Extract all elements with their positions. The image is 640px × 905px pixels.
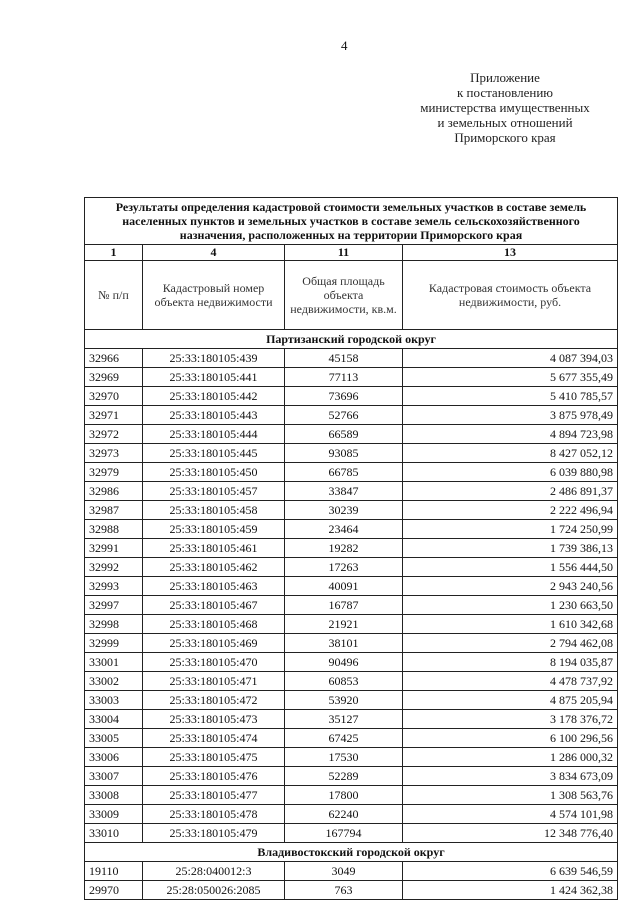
table-row [85,349,618,368]
column-header: Общая площадь объекта недвижимости, кв.м. [285,261,403,330]
area-value: 3049 [285,862,403,881]
cadastral-number: 25:28:050026:2085 [143,881,285,900]
row-number: 33006 [85,748,143,767]
cadastral-value: 8 427 052,12 [403,444,618,463]
table-row [85,482,618,501]
cadastral-value: 6 100 296,56 [403,729,618,748]
row-number: 33005 [85,729,143,748]
table-row [85,691,618,710]
cadastral-value: 1 286 000,32 [403,748,618,767]
column-number: 1 [85,245,143,261]
row-number: 33003 [85,691,143,710]
area-value: 21921 [285,615,403,634]
table-row [85,501,618,520]
table-row [85,444,618,463]
cadastral-number: 25:33:180105:477 [143,786,285,805]
row-number: 32998 [85,615,143,634]
cadastral-number: 25:33:180105:473 [143,710,285,729]
column-number: 11 [285,245,403,261]
row-number: 32972 [85,425,143,444]
area-value: 90496 [285,653,403,672]
table-row [85,729,618,748]
table-row [85,387,618,406]
section-title: Владивостокский городской округ [85,843,618,862]
cadastral-number: 25:33:180105:472 [143,691,285,710]
table-row [85,615,618,634]
section-title: Партизанский городской округ [85,330,618,349]
table-row [85,558,618,577]
row-number: 33009 [85,805,143,824]
table-row [85,520,618,539]
area-value: 62240 [285,805,403,824]
row-number: 32973 [85,444,143,463]
column-header: № п/п [85,261,143,330]
row-number: 29970 [85,881,143,900]
cadastral-number: 25:33:180105:462 [143,558,285,577]
table-row [85,710,618,729]
area-value: 35127 [285,710,403,729]
cadastral-value: 1 424 362,38 [403,881,618,900]
cadastral-value: 2 486 891,37 [403,482,618,501]
cadastral-value: 3 178 376,72 [403,710,618,729]
cadastral-value: 4 087 394,03 [403,349,618,368]
table-row [85,596,618,615]
row-number: 33007 [85,767,143,786]
appendix-line: к постановлению [456,85,554,100]
area-value: 45158 [285,349,403,368]
table-row [85,805,618,824]
area-value: 30239 [285,501,403,520]
cadastral-value: 8 194 035,87 [403,653,618,672]
table-row [85,634,618,653]
row-number: 32992 [85,558,143,577]
cadastral-value: 12 348 776,40 [403,824,618,843]
cadastral-value: 2 943 240,56 [403,577,618,596]
row-number: 32993 [85,577,143,596]
column-number: 13 [403,245,618,261]
cadastral-number: 25:33:180105:441 [143,368,285,387]
table-row [85,862,618,881]
cadastral-number: 25:33:180105:461 [143,539,285,558]
cadastral-number: 25:33:180105:463 [143,577,285,596]
cadastral-value: 4 875 205,94 [403,691,618,710]
cadastral-number: 25:33:180105:458 [143,501,285,520]
cadastral-value: 2 222 496,94 [403,501,618,520]
section-row [85,843,618,862]
section-row [85,330,618,349]
row-number: 33001 [85,653,143,672]
cadastral-number: 25:33:180105:479 [143,824,285,843]
table-row [85,539,618,558]
area-value: 67425 [285,729,403,748]
area-value: 16787 [285,596,403,615]
row-number: 32999 [85,634,143,653]
cadastral-number: 25:33:180105:475 [143,748,285,767]
area-value: 73696 [285,387,403,406]
table-row [85,824,618,843]
cadastral-number: 25:33:180105:476 [143,767,285,786]
row-number: 33008 [85,786,143,805]
row-number: 32969 [85,368,143,387]
cadastral-value: 1 308 563,76 [403,786,618,805]
row-number: 33002 [85,672,143,691]
table-row [85,425,618,444]
row-number: 33004 [85,710,143,729]
area-value: 60853 [285,672,403,691]
cadastral-value: 4 574 101,98 [403,805,618,824]
cadastral-value: 1 724 250,99 [403,520,618,539]
table-row [85,653,618,672]
row-number: 32971 [85,406,143,425]
row-number: 32986 [85,482,143,501]
area-value: 53920 [285,691,403,710]
cadastral-number: 25:33:180105:467 [143,596,285,615]
table-row [85,463,618,482]
area-value: 167794 [285,824,403,843]
cadastral-value: 1 556 444,50 [403,558,618,577]
cadastral-number: 25:33:180105:478 [143,805,285,824]
cadastral-number: 25:33:180105:444 [143,425,285,444]
cadastral-number: 25:33:180105:474 [143,729,285,748]
appendix-header [380,70,630,145]
cadastral-number: 25:33:180105:443 [143,406,285,425]
area-value: 17530 [285,748,403,767]
appendix-line: Приложение [470,70,540,85]
cadastral-number: 25:33:180105:468 [143,615,285,634]
row-number: 32966 [85,349,143,368]
table-row [85,368,618,387]
cadastral-value: 5 410 785,57 [403,387,618,406]
cadastral-value: 3 834 673,09 [403,767,618,786]
cadastral-number: 25:33:180105:469 [143,634,285,653]
cadastral-number: 25:33:180105:442 [143,387,285,406]
area-value: 763 [285,881,403,900]
column-header: Кадастровая стоимость объекта недвижимости, руб. [403,261,618,330]
row-number: 32970 [85,387,143,406]
area-value: 52766 [285,406,403,425]
cadastral-value: 2 794 462,08 [403,634,618,653]
column-header: Кадастровый номер объекта недвижимости [143,261,285,330]
cadastral-table [84,197,618,900]
page-number: 4 [341,38,348,53]
appendix-line: и земельных отношений [437,115,573,130]
appendix-line: министерства имущественных [420,100,590,115]
cadastral-value: 5 677 355,49 [403,368,618,387]
column-header-row [85,261,618,330]
row-number: 32988 [85,520,143,539]
area-value: 52289 [285,767,403,786]
cadastral-number: 25:33:180105:470 [143,653,285,672]
row-number: 33010 [85,824,143,843]
cadastral-number: 25:33:180105:471 [143,672,285,691]
area-value: 19282 [285,539,403,558]
cadastral-number: 25:33:180105:439 [143,349,285,368]
area-value: 33847 [285,482,403,501]
cadastral-value: 1 739 386,13 [403,539,618,558]
table-row [85,672,618,691]
table-row [85,767,618,786]
cadastral-number: 25:28:040012:3 [143,862,285,881]
area-value: 93085 [285,444,403,463]
cadastral-value: 4 894 723,98 [403,425,618,444]
table-title: Результаты определения кадастровой стоимости земельных участков в составе земель населенных пунктов и земельных участков в составе земель сельскохозяйственного назначения, расположенных на территории Приморского края [85,198,618,245]
cadastral-number: 25:33:180105:445 [143,444,285,463]
area-value: 77113 [285,368,403,387]
area-value: 66589 [285,425,403,444]
column-number-row [85,245,618,261]
cadastral-value: 6 039 880,98 [403,463,618,482]
cadastral-value: 4 478 737,92 [403,672,618,691]
row-number: 19110 [85,862,143,881]
appendix-line: Приморского края [454,130,556,145]
cadastral-value: 1 230 663,50 [403,596,618,615]
cadastral-number: 25:33:180105:457 [143,482,285,501]
cadastral-value: 6 639 546,59 [403,862,618,881]
table-row [85,748,618,767]
area-value: 23464 [285,520,403,539]
row-number: 32987 [85,501,143,520]
area-value: 17263 [285,558,403,577]
row-number: 32979 [85,463,143,482]
area-value: 17800 [285,786,403,805]
area-value: 66785 [285,463,403,482]
area-value: 40091 [285,577,403,596]
table-row [85,577,618,596]
column-number: 4 [143,245,285,261]
area-value: 38101 [285,634,403,653]
cadastral-value: 3 875 978,49 [403,406,618,425]
table-row [85,786,618,805]
table-row [85,406,618,425]
table-row [85,881,618,900]
cadastral-value: 1 610 342,68 [403,615,618,634]
row-number: 32997 [85,596,143,615]
cadastral-number: 25:33:180105:450 [143,463,285,482]
row-number: 32991 [85,539,143,558]
cadastral-number: 25:33:180105:459 [143,520,285,539]
